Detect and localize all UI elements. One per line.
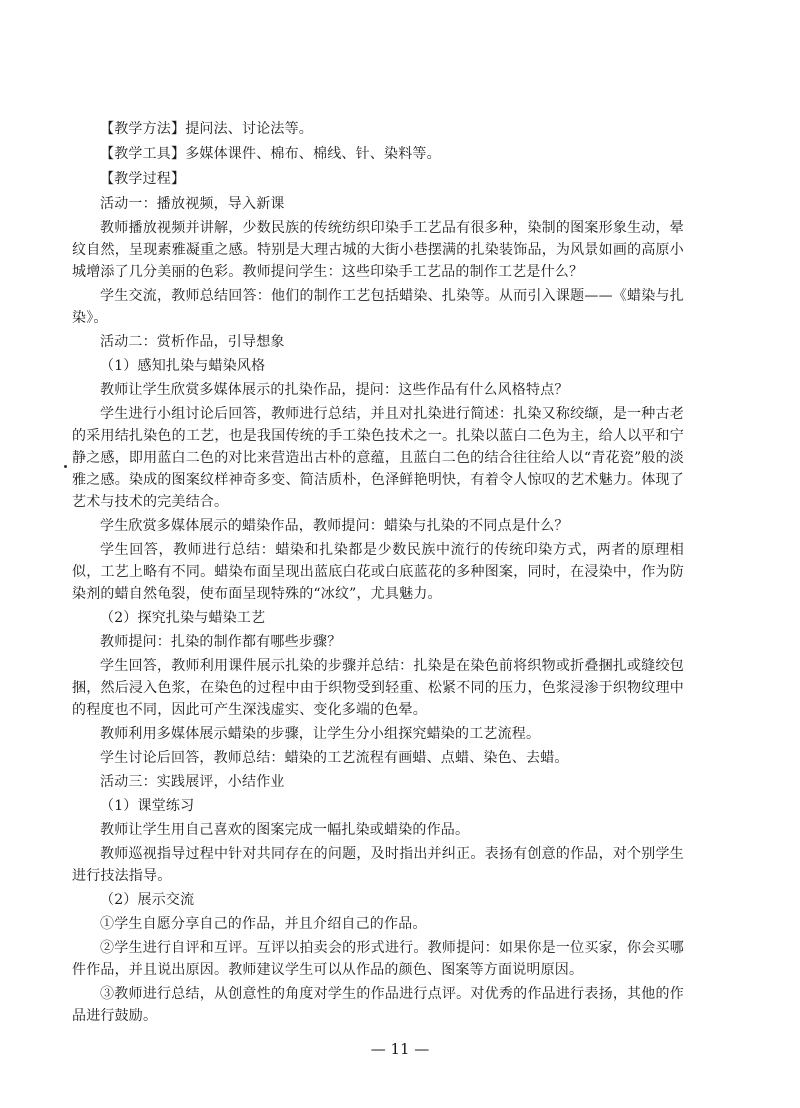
paragraph: 学生讨论后回答，教师总结：蜡染的工艺流程有画蜡、点蜡、染色、去蜡。 — [100, 750, 569, 766]
activity-one-heading: 活动一：播放视频，导入新课 — [100, 196, 285, 212]
paragraph: 教师让学生欣赏多媒体展示的扎染作品，提问：这些作品有什么风格特点？ — [100, 382, 569, 398]
subsection-heading: （1）感知扎染与蜡染风格 — [100, 358, 266, 374]
paragraph: 学生回答，教师进行总结：蜡染和扎染都是少数民族中流行的传统印染方式，两者的原理相似，工艺上略有不同。蜡染布面呈现出蓝底白花或白底蓝花的多种图案，同时，在浸染中，作为防染剂的蜡自然龟裂，使布面呈现特殊的“冰纹”，尤具魅力。 — [72, 542, 684, 602]
teaching-method: 【教学方法】提问法、讨论法等。 — [100, 121, 313, 137]
teaching-tools: 【教学工具】多媒体课件、棉布、棉线、针、染料等。 — [100, 146, 441, 162]
page-number: — 11 — — [370, 1040, 430, 1058]
paragraph: 教师让学生用自己喜欢的图案完成一幅扎染或蜡染的作品。 — [100, 822, 470, 838]
list-item: ②学生进行自评和互评。互评以拍卖会的形式进行。教师提问：如果你是一位买家，你会买哪件作品，并且说出原因。教师建议学生可以从作品的颜色、图案等方面说明原因。 — [72, 940, 684, 978]
subsection-heading: （1）课堂练习 — [100, 798, 195, 814]
list-item: ①学生自愿分享自己的作品，并且介绍自己的作品。 — [100, 916, 427, 932]
paragraph: 教师利用多媒体展示蜡染的步骤，让学生分小组探究蜡染的工艺流程。 — [100, 726, 541, 742]
subsection-heading: （2）探究扎染与蜡染工艺 — [100, 610, 266, 626]
paragraph: 学生回答，教师利用课件展示扎染的步骤并总结：扎染是在染色前将织物或折叠捆扎或缝绞包捆，然后浸入色浆，在染色的过程中由于织物受到轻重、松紧不同的压力，色浆浸渗于织物纹理中的程度也不同，因此可产生深浅虚实、变化多端的色晕。 — [72, 658, 684, 718]
document-body — [72, 118, 684, 1029]
paragraph: 教师巡视指导过程中针对共同存在的问题，及时指出并纠正。表扬有创意的作品，对个别学生进行技法指导。 — [72, 846, 684, 884]
activity-two-heading: 活动二：赏析作品，引导想象 — [100, 334, 285, 350]
teaching-process-heading: 【教学过程】 — [100, 171, 186, 187]
paragraph: 教师提问：扎染的制作都有哪些步骤？ — [100, 634, 342, 650]
paragraph: 学生欣赏多媒体展示的蜡染作品，教师提问：蜡染与扎染的不同点是什么？ — [100, 518, 569, 534]
list-item: ③教师进行总结，从创意性的角度对学生的作品进行点评。对优秀的作品进行表扬，其他的作品进行鼓励。 — [72, 986, 684, 1024]
paragraph: 学生交流，教师总结回答：他们的制作工艺包括蜡染、扎染等。从而引入课题——《蜡染与扎染》。 — [72, 288, 684, 326]
activity-three-heading: 活动三：实践展评，小结作业 — [100, 774, 285, 790]
subsection-heading: （2）展示交流 — [100, 892, 195, 908]
paragraph: 学生进行小组讨论后回答，教师进行总结，并且对扎染进行简述：扎染又称绞缬，是一种古老的采用结扎染色的工艺，也是我国传统的手工染色技术之一。扎染以蓝白二色为主，给人以平和宁静之感，即用蓝白二色的对比来营造出古朴的意蕴，且蓝白二色的结合往往给人以“青花瓷”般的淡雅之感。染成的图案纹样神奇多变、简洁质朴，色泽鲜艳明快，有着令人惊叹的艺术魅力。体现了艺术与技术的完美结合。 — [72, 406, 684, 510]
stray-mark — [64, 465, 67, 468]
paragraph: 教师播放视频并讲解，少数民族的传统纺织印染手工艺品有很多种，染制的图案形象生动，晕纹自然，呈现素雅凝重之感。特别是大理古城的大街小巷摆满的扎染装饰品，为风景如画的高原小城增添了几分美丽的色彩。教师提问学生：这些印染手工艺品的制作工艺是什么？ — [72, 220, 684, 280]
